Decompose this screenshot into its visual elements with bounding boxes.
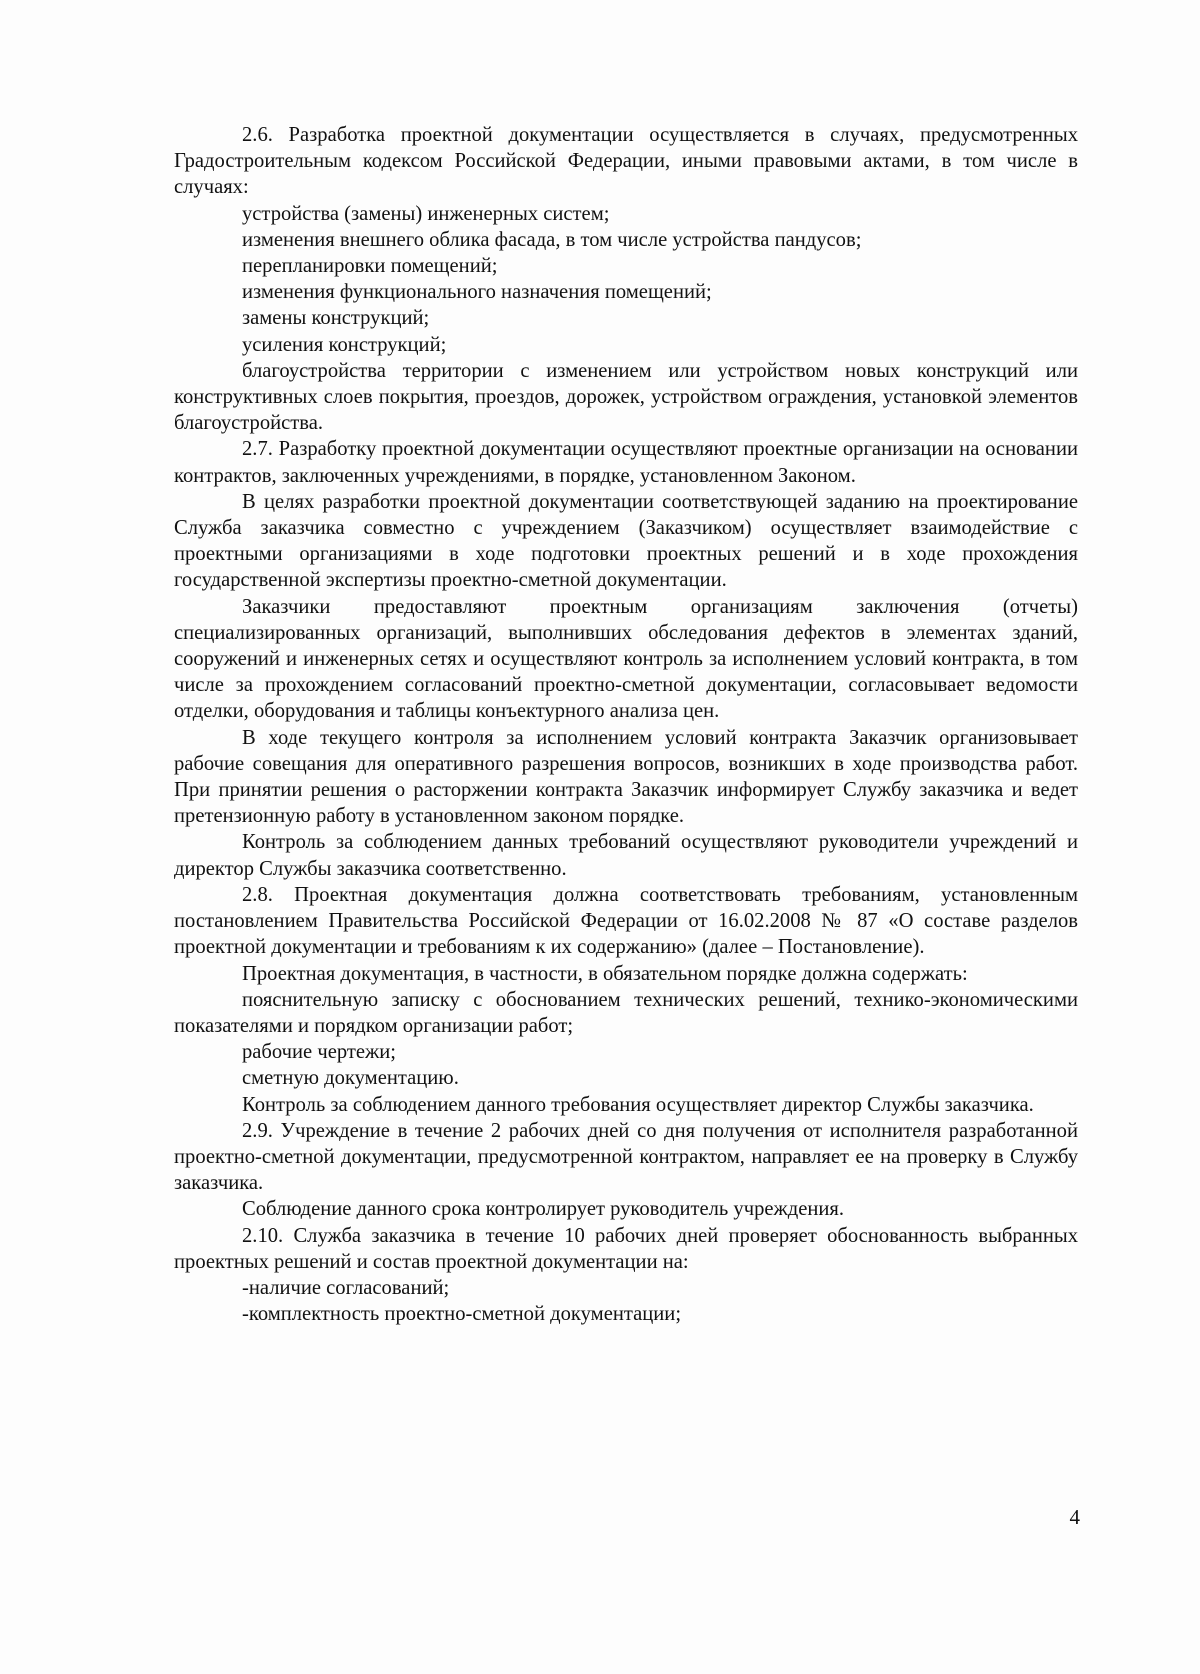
paragraph: Проектная документация, в частности, в обязательном порядке должна содержать: bbox=[242, 962, 968, 985]
list-item: рабочие чертежи; bbox=[242, 1041, 396, 1064]
list-item: замены конструкций; bbox=[242, 307, 430, 330]
paragraph: В ходе текущего контроля за исполнением условий контракта Заказчик организовывает рабочие совещания для оперативного разрешения вопросов, возникших в ходе производства работ. При принятии решения о расторжении контракта Заказчик информирует Службу заказчика и ведет претензионную работу в установленном законом порядке. bbox=[174, 726, 1078, 828]
paragraph-2-7: 2.7. Разработку проектной документации осуществляют проектные организации на основании контрактов, заключенных учреждениями, в порядке, установленном Законом. bbox=[174, 438, 1078, 487]
paragraph: Контроль за соблюдением данного требования осуществляет директор Службы заказчика. bbox=[242, 1093, 1034, 1116]
list-item: -наличие согласований; bbox=[242, 1276, 450, 1299]
list-item: перепланировки помещений; bbox=[242, 255, 498, 278]
page-number: 4 bbox=[1069, 1505, 1080, 1529]
paragraph: благоустройства территории с изменением или устройством новых конструкций или конструктивных слоев покрытия, проездов, дорожек, устройством ограждения, установкой элементов благоустройства. bbox=[174, 359, 1078, 435]
list-item: изменения функционального назначения помещений; bbox=[242, 281, 712, 304]
paragraph: Соблюдение данного срока контролирует руководитель учреждения. bbox=[242, 1198, 845, 1221]
paragraph-2-8: 2.8. Проектная документация должна соответствовать требованиям, установленным постановлением Правительства Российской Федерации от 16.02.2008 № 87 «О составе разделов проектной документации и требованиям к их содержанию» (далее – Постановление). bbox=[174, 883, 1078, 959]
paragraph-2-6: 2.6. Разработка проектной документации осуществляется в случаях, предусмотренных Градостроительным кодексом Российской Федерации, иными правовыми актами, в том числе в случаях: bbox=[174, 124, 1078, 199]
list-item: сметную документацию. bbox=[242, 1067, 459, 1090]
paragraph: Контроль за соблюдением данных требований осуществляют руководители учреждений и директор Службы заказчика соответственно. bbox=[174, 831, 1078, 880]
paragraph-2-9: 2.9. Учреждение в течение 2 рабочих дней со дня получения от исполнителя разработанной проектно-сметной документации, предусмотренной контрактом, направляет ее на проверку в Службу заказчика. bbox=[174, 1119, 1078, 1195]
paragraph-2-10: 2.10. Служба заказчика в течение 10 рабочих дней проверяет обоснованность выбранных проектных решений и состав проектной документации на: bbox=[174, 1224, 1078, 1273]
list-item: усиления конструкций; bbox=[242, 333, 447, 356]
document-body bbox=[174, 122, 1078, 1327]
paragraph: Заказчики предоставляют проектным организациям заключения (отчеты) специализированных организаций, выполнивших обследования дефектов в элементах зданий, сооружений и инженерных сетях и осуществляют контроль за исполнением условий контракта, в том числе за прохождением согласований проектно-сметной документации, согласовывает ведомости отделки, оборудования и таблицы конъектурного анализа цен. bbox=[174, 595, 1078, 723]
list-item: пояснительную записку с обоснованием технических решений, технико-экономическими показателями и порядком организации работ; bbox=[174, 988, 1078, 1037]
list-item: -комплектность проектно-сметной документации; bbox=[242, 1303, 682, 1326]
list-item: устройства (замены) инженерных систем; bbox=[242, 202, 610, 225]
paragraph: В целях разработки проектной документации соответствующей заданию на проектирование Служба заказчика совместно с учреждением (Заказчиком) осуществляет взаимодействие с проектными организациями в ходе подготовки проектных решений и в ходе прохождения государственной экспертизы проектно-сметной документации. bbox=[174, 490, 1078, 592]
list-item: изменения внешнего облика фасада, в том числе устройства пандусов; bbox=[242, 228, 862, 251]
